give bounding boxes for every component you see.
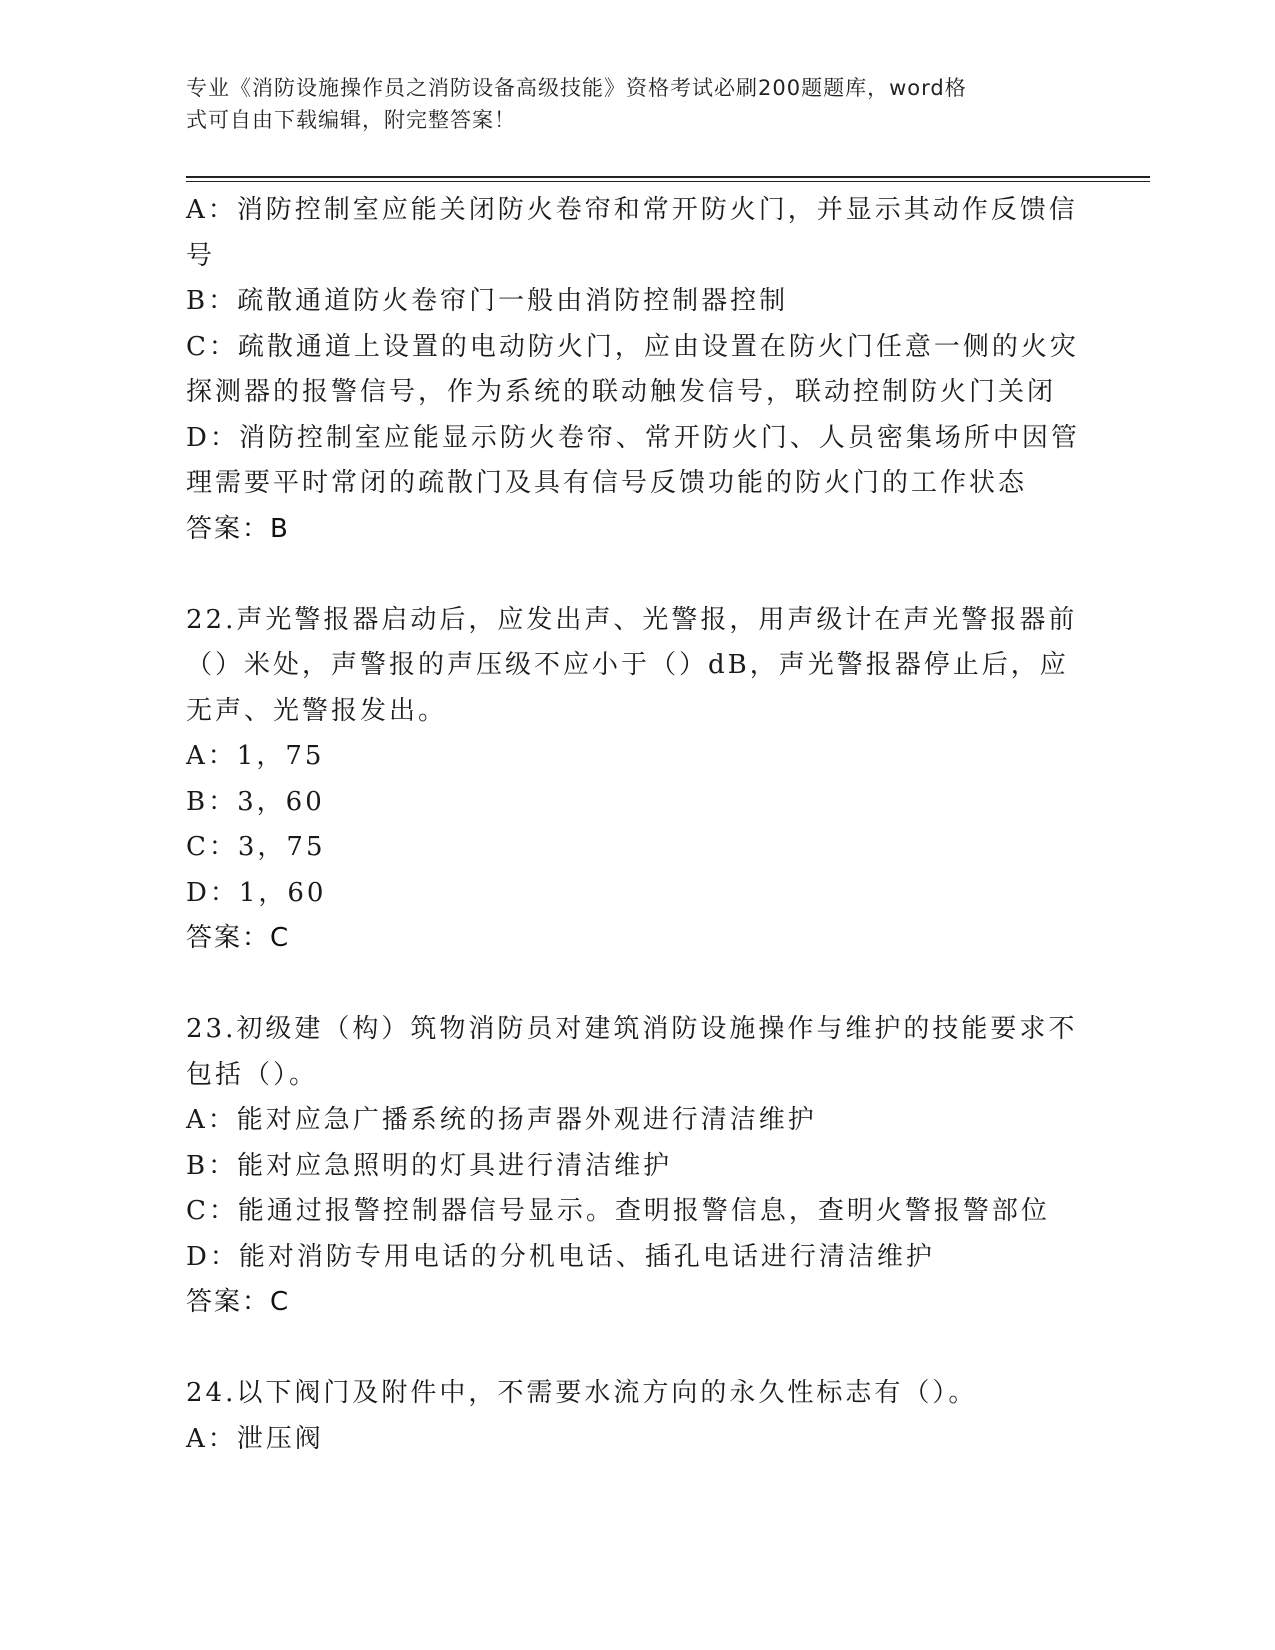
question-stem-line-1: 23.初级建（构）筑物消防员对建筑消防设施操作与维护的技能要求不 — [186, 1014, 1078, 1044]
option-d: D：能对消防专用电话的分机电话、插孔电话进行清洁维护 — [186, 1241, 935, 1272]
option-c-line-2: 探测器的报警信号，作为系统的联动触发信号，联动控制防火门关闭 — [186, 377, 1057, 407]
document-header — [186, 72, 1066, 136]
question-21 — [186, 188, 1086, 552]
question-stem-line-3: 无声、光警报发出。 — [186, 695, 448, 726]
option-a-line-1: A：消防控制室应能关闭防火卷帘和常开防火门，并显示其动作反馈信 — [186, 195, 1078, 225]
option-d-line-2: 理需要平时常闭的疏散门及具有信号反馈功能的防火门的工作状态 — [186, 468, 1028, 498]
option-b: B：3，60 — [186, 786, 325, 817]
answer-23: 答案：C — [186, 1287, 291, 1317]
spacer — [186, 552, 1086, 598]
question-content — [186, 188, 1086, 1462]
option-c: C：能通过报警控制器信号显示。查明报警信息，查明火警报警部位 — [186, 1196, 1050, 1226]
option-a-line-2: 号 — [186, 240, 216, 271]
question-24 — [186, 1371, 1086, 1462]
question-stem-line-2: 包括（）。 — [186, 1059, 319, 1090]
question-23 — [186, 1007, 1086, 1326]
header-divider-thin — [186, 181, 1150, 182]
option-a: A：泄压阀 — [186, 1423, 324, 1454]
question-stem-line-2: （）米处，声警报的声压级不应小于（）dB，声光警报器停止后，应 — [186, 650, 1069, 680]
question-22 — [186, 598, 1086, 962]
header-line-2: 式可自由下载编辑，附完整答案！ — [186, 108, 516, 132]
spacer — [186, 962, 1086, 1008]
option-d: D：1，60 — [186, 877, 327, 908]
option-c-line-1: C：疏散通道上设置的电动防火门，应由设置在防火门任意一侧的火灾 — [186, 331, 1079, 362]
question-stem-line-1: 22.声光警报器启动后，应发出声、光警报，用声级计在声光警报器前 — [186, 604, 1078, 635]
option-b: B：疏散通道防火卷帘门一般由消防控制器控制 — [186, 286, 789, 316]
option-a: A：能对应急广播系统的扬声器外观进行清洁维护 — [186, 1105, 817, 1135]
option-d-line-1: D：消防控制室应能显示防火卷帘、常开防火门、人员密集场所中因管 — [186, 422, 1080, 453]
option-a: A：1，75 — [186, 741, 325, 771]
header-divider-thick — [186, 176, 1150, 178]
answer-21: 答案：B — [186, 513, 290, 544]
option-c: C：3，75 — [186, 832, 326, 862]
header-line-1: 专业《消防设施操作员之消防设备高级技能》资格考试必刷200题题库，word格 — [186, 76, 967, 100]
option-b: B：能对应急照明的灯具进行清洁维护 — [186, 1150, 673, 1181]
question-stem-line-1: 24.以下阀门及附件中，不需要水流方向的永久性标志有（）。 — [186, 1378, 978, 1408]
spacer — [186, 1326, 1086, 1372]
answer-22: 答案：C — [186, 923, 291, 953]
